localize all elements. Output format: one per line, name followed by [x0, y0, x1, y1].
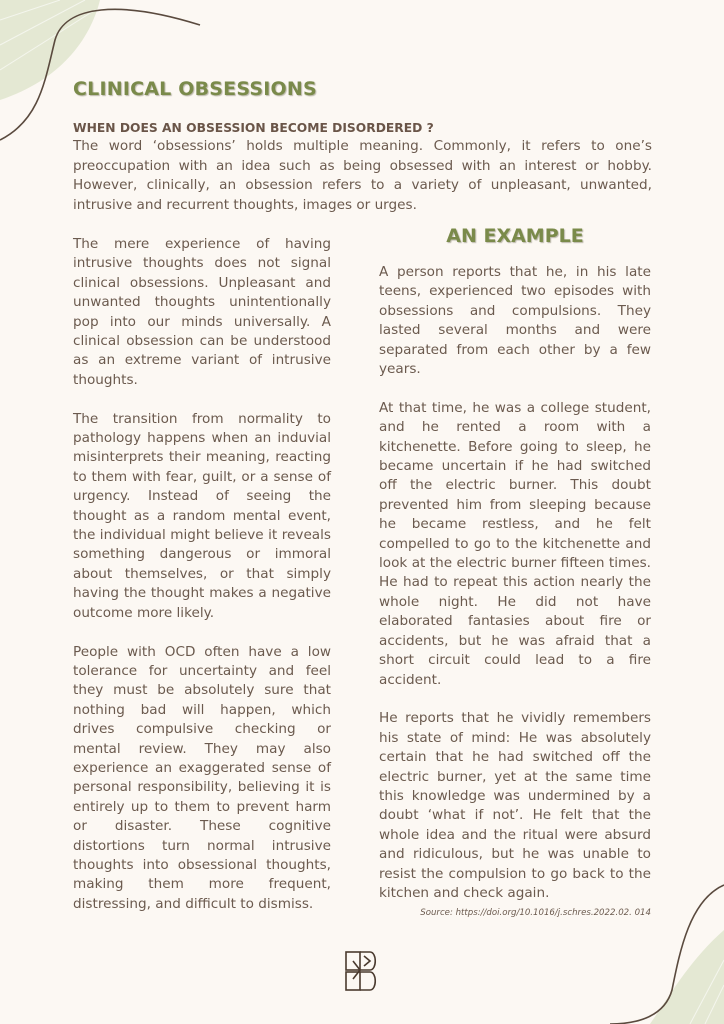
left-paragraph: People with OCD often have a low tolerance for uncertainty and feel they must be absolutely sure that nothing bad will happen, which drives compulsive checking or mental review. They may also experience an exaggerated sense of personal responsibility, believing it is entirely up to them to prevent harm or disaster. These cognitive distortions turn normal intrusive thoughts into obsessional thoughts, making them more frequent, distressing, and difficult to dismiss.	[73, 643, 331, 912]
left-column	[73, 235, 331, 934]
example-heading: AN EXAMPLE	[446, 225, 584, 247]
source-citation: Source: https://doi.org/10.1016/j.schres.2022.02. 014	[420, 908, 651, 918]
right-paragraph: A person reports that he, in his late teens, experienced two episodes with obsessions and compulsions. They lasted several months and were separated from each other by a few years.	[379, 264, 651, 378]
right-paragraph: At that time, he was a college student, and he rented a room with a kitchenette. Before going to sleep, he became uncertain if he had switched off the electric burner. This doubt prevented him from sleeping because he became restless, and he felt compelled to go to the kitchenette and look at the electric burner fifteen times. He had to repeat this action nearly the whole night. He did not have elaborated fantasies about fire or accidents, but he was afraid that a short circuit could lead to a fire accident.	[379, 399, 651, 688]
left-paragraph: The mere experience of having intrusive thoughts does not signal clinical obsessions. Unpleasant and unwanted thoughts unintentionally pop into our minds universally. A clinical obsession can be understood as an extreme variant of intrusive thoughts.	[73, 236, 331, 388]
page-title: CLINICAL OBSESSIONS	[73, 78, 317, 100]
right-paragraph: He reports that he vividly remembers his state of mind: He was absolutely certain that he had switched off the electric burner, yet at the same time this knowledge was undermined by a doubt ‘what if not’. He felt that the whole idea and the ritual were absurd and ridiculous, but he was unable to resist the compulsion to go back to the kitchen and check again.	[379, 710, 651, 901]
subheading: WHEN DOES AN OBSESSION BECOME DISORDERED ?	[73, 121, 434, 135]
right-column	[379, 263, 651, 923]
intro-paragraph: The word ‘obsessions’ holds multiple meaning. Commonly, it refers to one’s preoccupation with an idea such as being obsessed with an interest or hobby. However, clinically, an obsession refers to a variety of unpleasant, unwanted, intrusive and recurrent thoughts, images or urges.	[73, 138, 652, 213]
left-paragraph: The transition from normality to pathology happens when an induvial misinterprets their meaning, reacting to them with fear, guilt, or a sense of urgency. Instead of seeing the thought as a random mental event, the individual might believe it reveals something dangerous or immoral about themselves, or that simply having the thought makes a negative outcome more likely.	[73, 410, 331, 621]
monogram-logo-icon	[344, 950, 380, 992]
